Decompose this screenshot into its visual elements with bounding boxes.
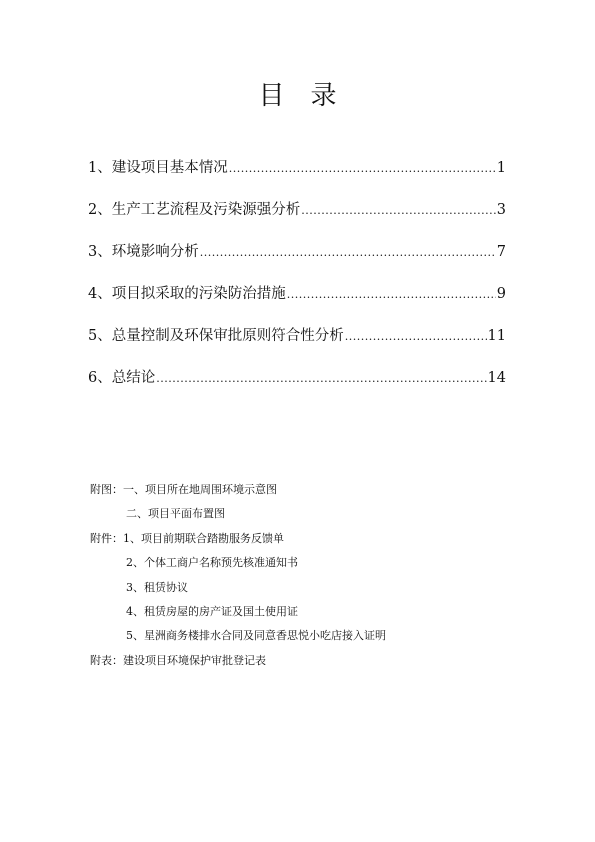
appendix-text: 2、个体工商户名称预先核准通知书 — [126, 556, 298, 570]
appendix-text: 5、星洲商务楼排水合同及同意香思悦小吃店接入证明 — [126, 629, 386, 643]
toc-entry-label: 6、总结论 — [88, 370, 156, 386]
toc-entry[interactable] — [88, 322, 506, 364]
toc-leader-dots — [200, 239, 496, 267]
toc-entry-page: 14 — [487, 370, 506, 386]
appendix-text: 二、项目平面布置图 — [126, 507, 225, 521]
appendix-text: 建设项目环境保护审批登记表 — [123, 653, 266, 667]
toc-entry-page: 11 — [487, 328, 506, 344]
page-title: 目录 — [258, 81, 363, 111]
appendix-item — [90, 505, 550, 529]
appendix-list — [90, 481, 550, 676]
table-of-contents — [88, 154, 506, 406]
toc-entry[interactable] — [88, 196, 506, 238]
toc-entry-page: 9 — [496, 286, 506, 302]
appendix-item — [90, 481, 550, 505]
appendix-item — [90, 530, 550, 554]
appendix-item — [90, 579, 550, 603]
toc-entry-label: 2、生产工艺流程及污染源强分析 — [88, 202, 301, 218]
toc-leader-dots — [156, 365, 486, 393]
appendix-prefix: 附表： — [90, 653, 123, 667]
toc-leader-dots — [301, 197, 496, 225]
toc-entry[interactable] — [88, 238, 506, 280]
toc-entry[interactable] — [88, 154, 506, 196]
toc-entry-label: 4、项目拟采取的污染防治措施 — [88, 286, 286, 302]
appendix-text: 1、项目前期联合踏勘服务反馈单 — [123, 531, 284, 545]
appendix-text: 一、项目所在地周围环境示意图 — [123, 483, 277, 496]
toc-entry-page: 3 — [496, 202, 506, 218]
toc-entry-page: 7 — [496, 244, 506, 260]
toc-leader-dots — [345, 323, 487, 351]
toc-entry[interactable] — [88, 280, 506, 322]
toc-leader-dots — [229, 155, 496, 183]
toc-entry[interactable] — [88, 364, 506, 406]
toc-leader-dots — [287, 281, 496, 309]
toc-entry-page: 1 — [496, 160, 506, 176]
appendix-item — [90, 627, 550, 651]
appendix-prefix: 附图： — [90, 483, 123, 496]
toc-entry-label: 5、总量控制及环保审批原则符合性分析 — [88, 328, 344, 344]
appendix-item — [90, 603, 550, 627]
toc-entry-label: 1、建设项目基本情况 — [88, 160, 228, 176]
appendix-item — [90, 652, 550, 676]
appendix-text: 3、租赁协议 — [126, 580, 188, 594]
appendix-item — [90, 554, 550, 578]
appendix-text: 4、租赁房屋的房产证及国土使用证 — [126, 604, 298, 618]
appendix-prefix: 附件： — [90, 531, 123, 545]
toc-entry-label: 3、环境影响分析 — [88, 244, 199, 260]
